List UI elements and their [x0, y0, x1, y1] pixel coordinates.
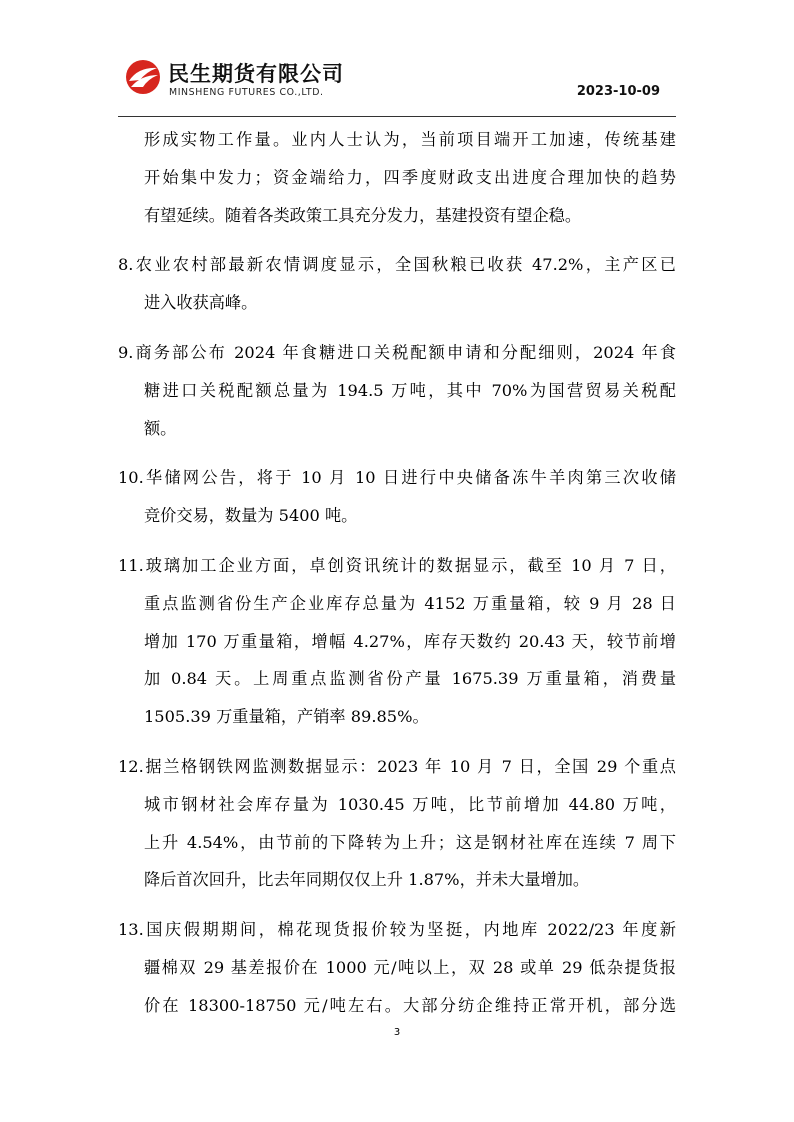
text-line: 额。 [144, 418, 177, 438]
page-number: 3 [393, 1027, 401, 1038]
minsheng-logo-icon [124, 58, 162, 96]
news-item-12 [118, 748, 676, 899]
text-line: 形成实物工作量。业内人士认为，当前项目端开工加速，传统基建 [144, 130, 676, 149]
text-line: 12.据兰格钢铁网监测数据显示：2023 年 10 月 7 日，全国 29 个重点 [118, 756, 676, 776]
header-divider [118, 116, 676, 117]
news-item-8 [118, 246, 676, 322]
text-line: 8.农业农村部最新农情调度显示，全国秋粮已收获 47.2%，主产区已 [118, 255, 676, 275]
text-line: 价在 18300-18750 元/吨左右。大部分纺企维持正常开机，部分选 [144, 995, 676, 1015]
page-header [118, 50, 676, 120]
text-line: 11.玻璃加工企业方面，卓创资讯统计的数据显示，截至 10 月 7 日， [118, 555, 676, 575]
text-line: 重点监测省份生产企业库存总量为 4152 万重量箱，较 9 月 28 日 [144, 593, 676, 613]
text-line: 1505.39 万重量箱，产销率 89.85%。 [144, 707, 429, 727]
text-line: 13.国庆假期期间，棉花现货报价较为坚挺，内地库 2022/23 年度新 [118, 920, 676, 940]
company-name-en: MINSHENG FUTURES CO.,LTD. [169, 87, 324, 98]
text-line: 进入收获高峰。 [144, 293, 258, 313]
document-body [118, 121, 676, 1025]
text-line: 疆棉双 29 基差报价在 1000 元/吨以上，双 28 或单 29 低杂提货报 [144, 957, 676, 977]
text-line: 糖进口关税配额总量为 194.5 万吨，其中 70%为国营贸易关税配 [144, 380, 676, 400]
news-item-10 [118, 459, 676, 535]
company-name-cn: 民生期货有限公司 [168, 62, 344, 86]
news-item-9 [118, 334, 676, 447]
text-line: 降后首次回升，比去年同期仅仅上升 1.87%，并未大量增加。 [144, 870, 590, 890]
text-line: 竞价交易，数量为 5400 吨。 [144, 506, 358, 526]
news-item-13 [118, 911, 676, 1024]
text-line: 上升 4.54%，由节前的下降转为上升；这是钢材社库在连续 7 周下 [144, 832, 676, 852]
report-date: 2023-10-09 [576, 84, 660, 99]
text-line: 城市钢材社会库存量为 1030.45 万吨，比节前增加 44.80 万吨， [144, 794, 676, 814]
text-line: 加 0.84 天。上周重点监测省份产量 1675.39 万重量箱，消费量 [144, 669, 676, 689]
news-item-11 [118, 547, 676, 736]
paragraph [118, 121, 676, 234]
text-line: 10.华储网公告，将于 10 月 10 日进行中央储备冻牛羊肉第三次收储 [118, 468, 676, 488]
text-line: 开始集中发力；资金端给力，四季度财政支出进度合理加快的趋势 [144, 167, 676, 187]
text-line: 9.商务部公布 2024 年食糖进口关税配额申请和分配细则，2024 年食 [118, 342, 676, 362]
text-line: 有望延续。随着各类政策工具充分发力，基建投资有望企稳。 [144, 205, 582, 225]
text-line: 增加 170 万重量箱，增幅 4.27%，库存天数约 20.43 天，较节前增 [144, 631, 676, 651]
company-logo [124, 54, 364, 104]
